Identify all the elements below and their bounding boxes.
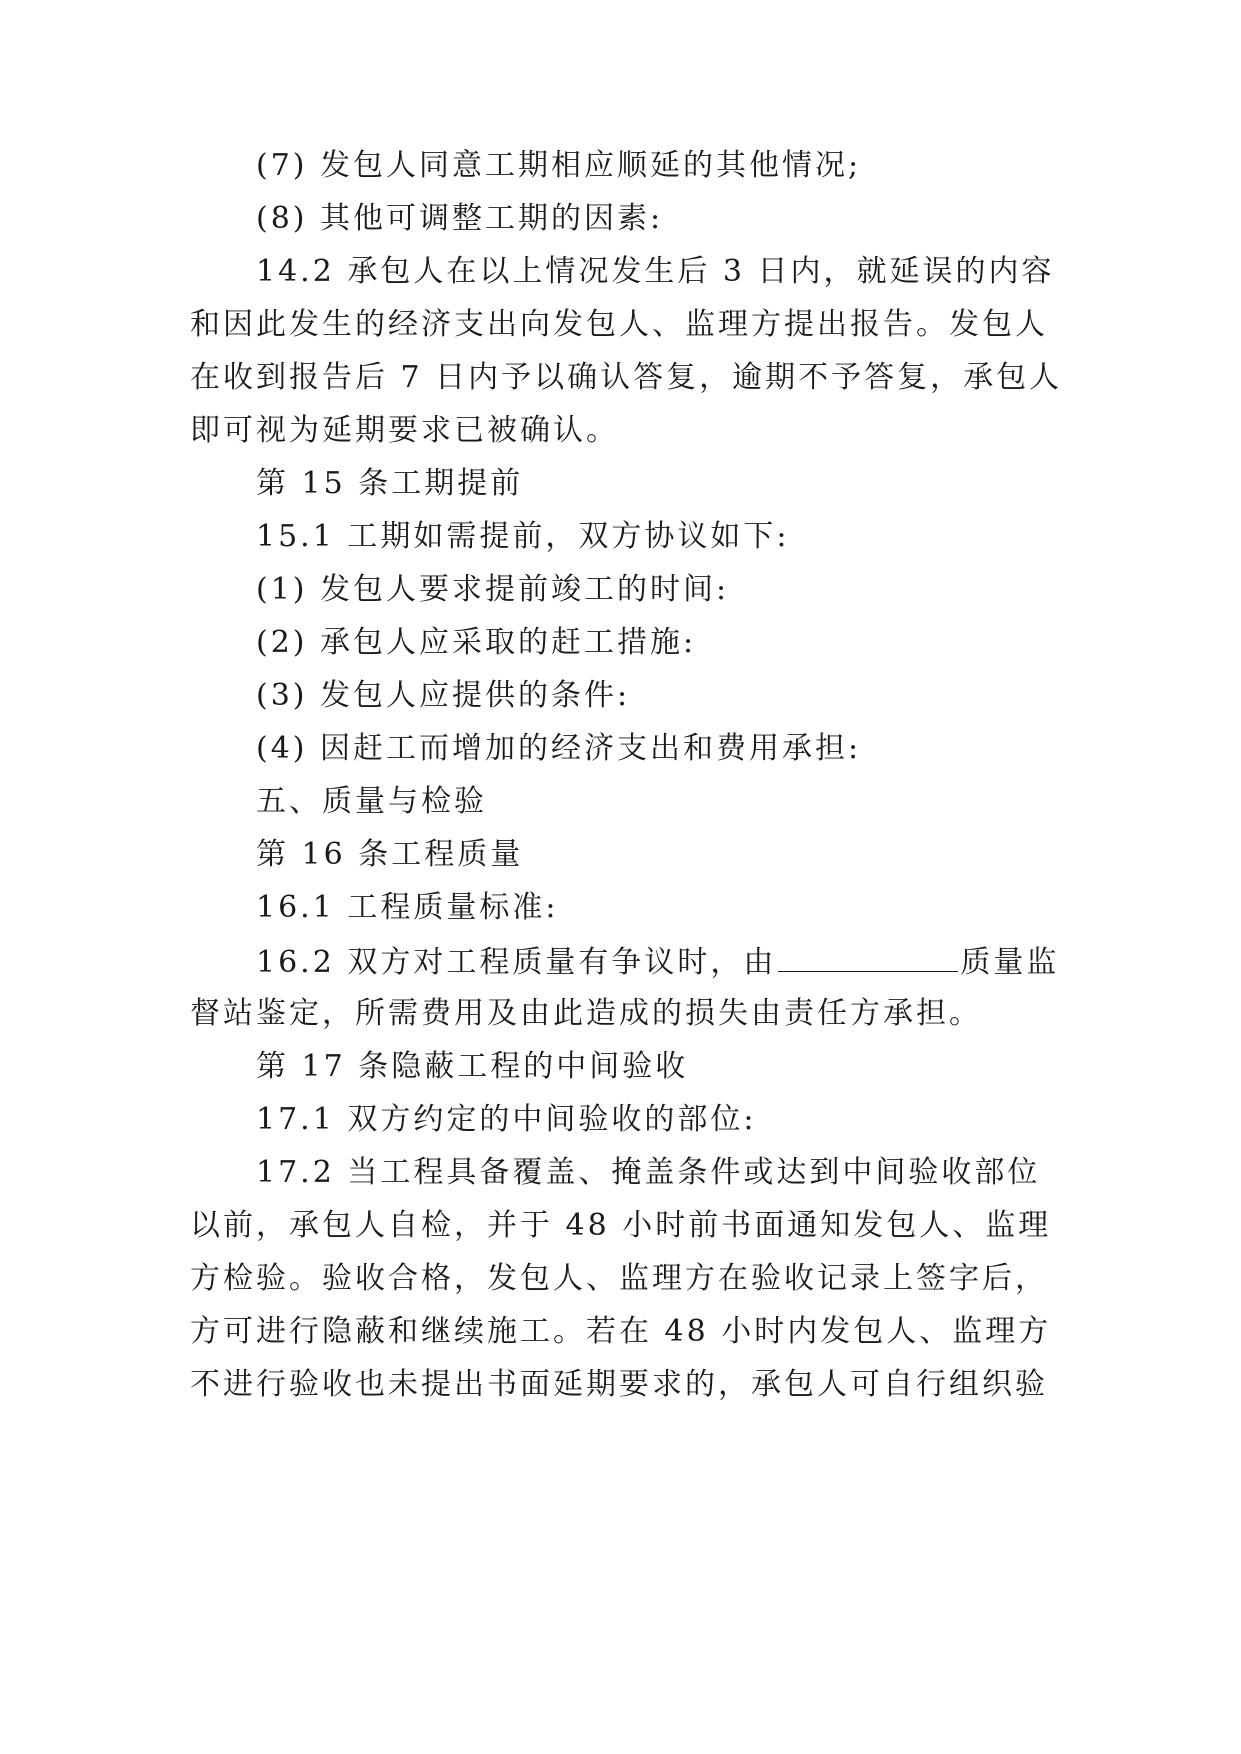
paragraph-line: 14.2 承包人在以上情况发生后 3 日内，就延误的内容 [256,254,1055,289]
paragraph-line: 方可进行隐蔽和继续施工。若在 48 小时内发包人、监理方 [190,1314,1052,1349]
paragraph-line: 督站鉴定，所需费用及由此造成的损失由责任方承担。 [190,996,982,1031]
chapter-heading: 五、质量与检验 [256,784,487,819]
paragraph-line: 和因此发生的经济支出向发包人、监理方提出报告。发包人 [190,307,1048,342]
list-item: (2) 承包人应采取的赶工措施: [256,625,697,660]
paragraph-line: (7) 发包人同意工期相应顺延的其他情况; [256,148,862,183]
paragraph-line: 即可视为延期要求已被确认。 [190,413,619,448]
list-item: (4) 因赶工而增加的经济支出和费用承担: [256,731,862,766]
paragraph-line: (8) 其他可调整工期的因素: [256,201,664,236]
paragraph-line: 15.1 工期如需提前，双方协议如下: [256,519,790,554]
paragraph-line: 16.1 工程质量标准: [256,890,559,925]
section-heading: 第 17 条隐蔽工程的中间验收 [256,1049,689,1084]
paragraph-line: 在收到报告后 7 日内予以确认答复，逾期不予答复，承包人 [190,360,1063,395]
paragraph-line: 17.2 当工程具备覆盖、掩盖条件或达到中间验收部位 [256,1155,1041,1190]
list-item: (1) 发包人要求提前竣工的时间: [256,572,730,607]
line-text-after-blank: 质量监 [960,945,1060,980]
section-heading: 第 15 条工期提前 [256,466,524,501]
fill-in-blank [778,931,958,972]
paragraph-line: 不进行验收也未提出书面延期要求的，承包人可自行组织验 [190,1367,1048,1402]
paragraph-line: 以前，承包人自检，并于 48 小时前书面通知发包人、监理 [190,1208,1052,1243]
line-text-before-blank: 16.2 双方对工程质量有争议时，由 [256,945,777,980]
paragraph-line: 方检验。验收合格，发包人、监理方在验收记录上签字后， [190,1261,1048,1296]
list-item: (3) 发包人应提供的条件: [256,678,631,713]
paragraph-line-with-blank [256,931,1070,991]
paragraph-line: 17.1 双方约定的中间验收的部位: [256,1102,757,1137]
section-heading: 第 16 条工程质量 [256,837,524,872]
